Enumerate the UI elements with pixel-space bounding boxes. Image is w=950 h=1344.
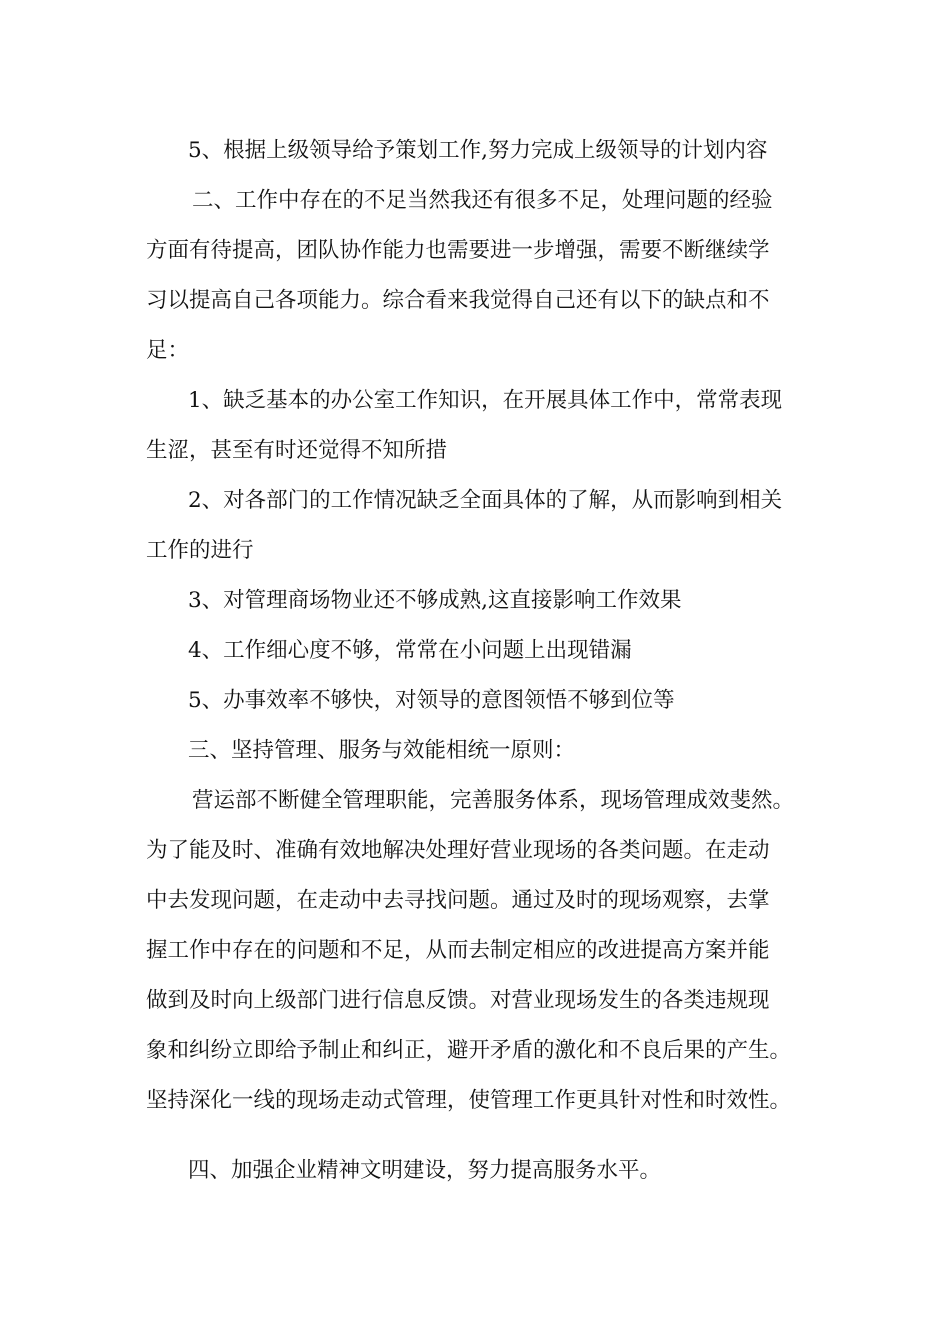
paragraph-section-2-shortcomings <box>146 176 816 376</box>
paragraph-item-2-departments <box>146 476 816 576</box>
paragraph-section-3-heading <box>146 726 816 776</box>
text-line: 三、坚持管理、服务与效能相统一原则： <box>188 738 576 763</box>
paragraph-section-4-heading <box>146 1146 816 1196</box>
text-line: 3、对管理商场物业还不够成熟,这直接影响工作效果 <box>188 588 682 613</box>
text-line: 营运部不断健全管理职能，完善服务体系，现场管理成效斐然。 <box>192 788 795 813</box>
text-line: 中去发现问题，在走动中去寻找问题。通过及时的现场观察，去掌 <box>146 888 770 913</box>
paragraph-item-5-efficiency <box>146 676 816 726</box>
text-line: 5、根据上级领导给予策划工作,努力完成上级领导的计划内容 <box>188 138 768 163</box>
text-line: 坚持深化一线的现场走动式管理，使管理工作更具针对性和时效性。 <box>146 1088 792 1113</box>
text-line: 生涩，甚至有时还觉得不知所措 <box>146 438 448 463</box>
paragraph-item-4-carefulness <box>146 626 816 676</box>
text-line: 握工作中存在的问题和不足，从而去制定相应的改进提高方案并能 <box>146 938 770 963</box>
text-line: 为了能及时、准确有效地解决处理好营业现场的各类问题。在走动 <box>146 838 770 863</box>
text-line: 足： <box>146 338 190 363</box>
text-line: 工作的进行 <box>146 538 254 563</box>
paragraph-item-5-plan <box>146 126 816 176</box>
text-line: 做到及时向上级部门进行信息反馈。对营业现场发生的各类违规现 <box>146 988 770 1013</box>
text-line: 四、加强企业精神文明建设，努力提高服务水平。 <box>188 1158 662 1183</box>
text-line: 5、办事效率不够快，对领导的意图领悟不够到位等 <box>188 688 675 713</box>
text-line: 象和纠纷立即给予制止和纠正，避开矛盾的激化和不良后果的产生。 <box>146 1038 792 1063</box>
paragraph-section-3-body <box>146 776 816 1126</box>
text-line: 2、对各部门的工作情况缺乏全面具体的了解，从而影响到相关 <box>188 488 783 513</box>
paragraph-item-3-property <box>146 576 816 626</box>
text-line: 二、工作中存在的不足当然我还有很多不足，处理问题的经验 <box>192 188 773 213</box>
text-line: 方面有待提高，团队协作能力也需要进一步增强，需要不断继续学 <box>146 238 770 263</box>
text-line: 1、缺乏基本的办公室工作知识，在开展具体工作中，常常表现 <box>188 388 783 413</box>
paragraph-item-1-knowledge <box>146 376 816 476</box>
text-line: 习以提高自己各项能力。综合看来我觉得自己还有以下的缺点和不 <box>146 288 770 313</box>
text-line: 4、工作细心度不够，常常在小问题上出现错漏 <box>188 638 632 663</box>
